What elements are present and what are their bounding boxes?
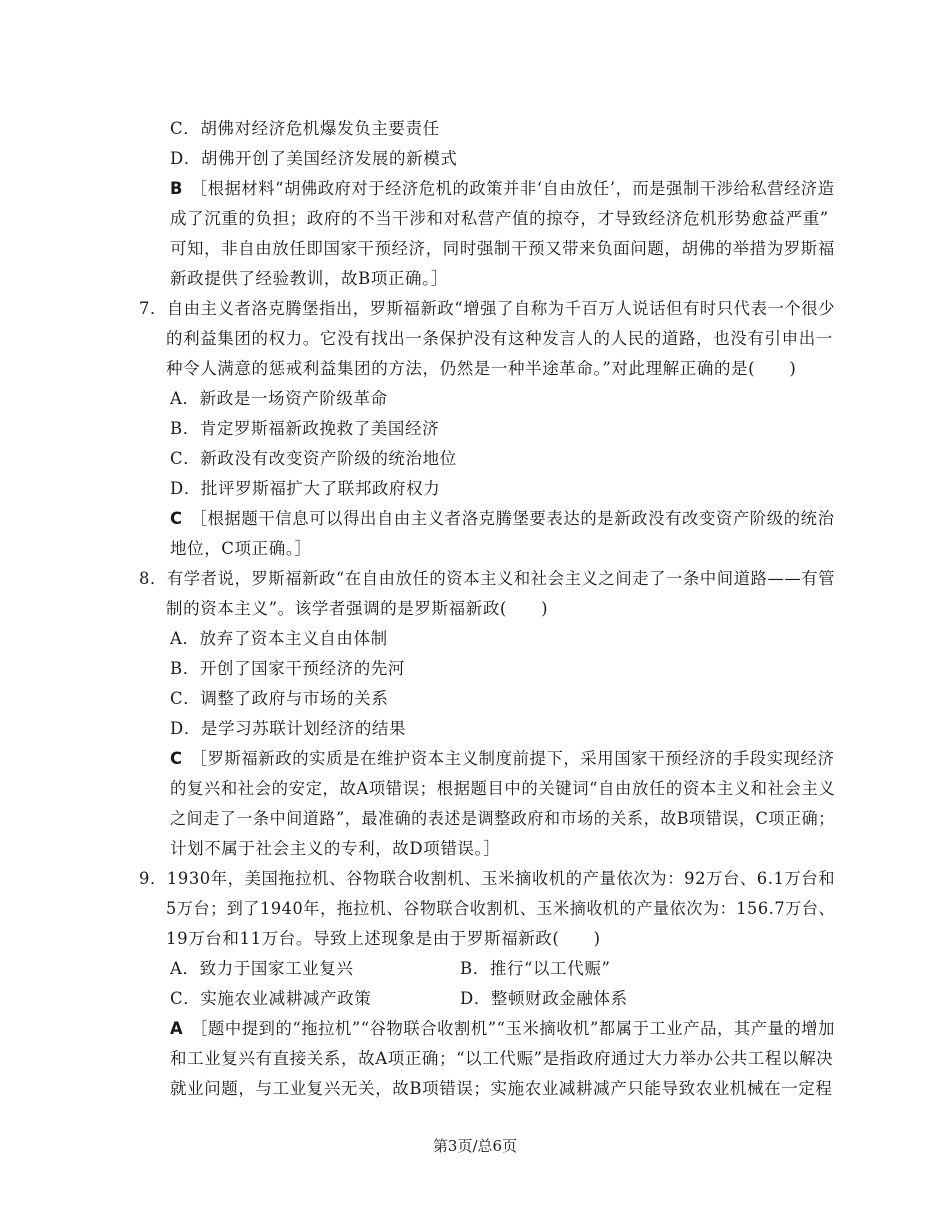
q9-explanation: ［题中提到的“拖拉机”“谷物联合收割机”“玉米摘收机”都属于工业产品，其产量的增加 xyxy=(191,1019,836,1038)
q9-stem: 5万台；到了1940年，拖拉机、谷物联合收割机、玉米摘收机的产量依次为：156.7万台、 xyxy=(166,899,836,918)
q9-option-b: B．推行“以工代赈” xyxy=(460,959,611,978)
q9-stem: 9．1930年，美国拖拉机、谷物联合收割机、玉米摘收机的产量依次为：92万台、6.1万台和 xyxy=(139,869,836,888)
q8-answer-line-1 xyxy=(170,748,835,770)
q9-option-d: D．整顿财政金融体系 xyxy=(460,989,628,1008)
q7-answer-line-1 xyxy=(170,508,835,530)
q7-stem: 的利益集团的权力。它没有找出一条保护没有这种发言人的人民的道路，也没有引申出一 xyxy=(166,329,833,348)
q9-option-a: A．致力于国家工业复兴 xyxy=(170,959,354,978)
q9-answer-letter: A xyxy=(170,1019,184,1038)
page-number-footer: 第3页/总6页 xyxy=(432,1137,518,1155)
q9-explanation: 和工业复兴有直接关系，故A项正确；“以工代赈”是指政府通过大力举办公共工程以解决 xyxy=(170,1049,834,1068)
q7-stem: 7．自由主义者洛克腾堡指出，罗斯福新政“增强了自称为千百万人说话但有时只代表一个很少 xyxy=(139,299,836,318)
q7-option-b: B．肯定罗斯福新政挽救了美国经济 xyxy=(170,419,440,438)
q9-option-c: C．实施农业减耕减产政策 xyxy=(170,989,372,1008)
q8-explanation: 之间走了一条中间道路”，最准确的表述是调整政府和市场的关系，故B项错误，C项正确； xyxy=(170,809,835,828)
q8-option-d: D．是学习苏联计划经济的结果 xyxy=(170,719,407,738)
q7-option-a: A．新政是一场资产阶级革命 xyxy=(170,389,388,408)
q9-stem: 19万台和11万台。导致上述现象是由于罗斯福新政( ) xyxy=(166,929,601,948)
q7-explanation: ［根据题干信息可以得出自由主义者洛克腾堡要表达的是新政没有改变资产阶级的统治 xyxy=(190,509,835,528)
q7-option-c: C．新政没有改变资产阶级的统治地位 xyxy=(170,449,457,468)
q8-option-a: A．放弃了资本主义自由体制 xyxy=(170,629,388,648)
q6-explanation: 新政提供了经验教训，故B项正确。］ xyxy=(170,269,449,288)
q6-option-d: D．胡佛开创了美国经济发展的新模式 xyxy=(170,149,458,168)
q6-explanation: 成了沉重的负担；政府的不当干涉和对私营产值的掠夺，才导致经济危机形势愈益严重” xyxy=(170,209,829,228)
q9-explanation: 就业问题，与工业复兴无关，故B项错误；实施农业减耕减产只能导致农业机械在一定程 xyxy=(170,1079,833,1098)
q6-answer-letter: B xyxy=(170,179,183,198)
q6-explanation: 可知，非自由放任即国家干预经济，同时强制干预又带来负面问题，胡佛的举措为罗斯福 xyxy=(170,239,835,258)
q6-option-c: C．胡佛对经济危机爆发负主要责任 xyxy=(170,119,440,138)
q7-option-d: D．批评罗斯福扩大了联邦政府权力 xyxy=(170,479,441,498)
q8-stem: 制的资本主义”。该学者强调的是罗斯福新政( ) xyxy=(166,599,549,618)
q8-stem: 8．有学者说，罗斯福新政“在自由放任的资本主义和社会主义之间走了一条中间道路——有管 xyxy=(139,569,836,588)
q8-option-b: B．开创了国家干预经济的先河 xyxy=(170,659,406,678)
q6-answer-line-1 xyxy=(170,178,835,200)
q6-explanation: ［根据材料“胡佛政府对于经济危机的政策并非‘自由放任’，而是强制干涉给私营经济造 xyxy=(190,179,835,198)
q7-answer-letter: C xyxy=(170,509,183,528)
q8-explanation: ［罗斯福新政的实质是在维护资本主义制度前提下，采用国家干预经济的手段实现经济 xyxy=(190,749,835,768)
q8-option-c: C．调整了政府与市场的关系 xyxy=(170,689,389,708)
q8-explanation: 计划不属于社会主义的专利，故D项错误。］ xyxy=(170,839,501,858)
q8-explanation: 的复兴和社会的安定，故A项错误；根据题目中的关键词“自由放任的资本主义和社会主义 xyxy=(170,779,836,798)
q9-answer-line-1 xyxy=(170,1018,835,1040)
q8-answer-letter: C xyxy=(170,749,183,768)
q7-explanation: 地位，C项正确。］ xyxy=(170,539,312,558)
q7-stem: 种令人满意的惩戒利益集团的方法，仍然是一种半途革命。”对此理解正确的是( ) xyxy=(166,359,797,378)
